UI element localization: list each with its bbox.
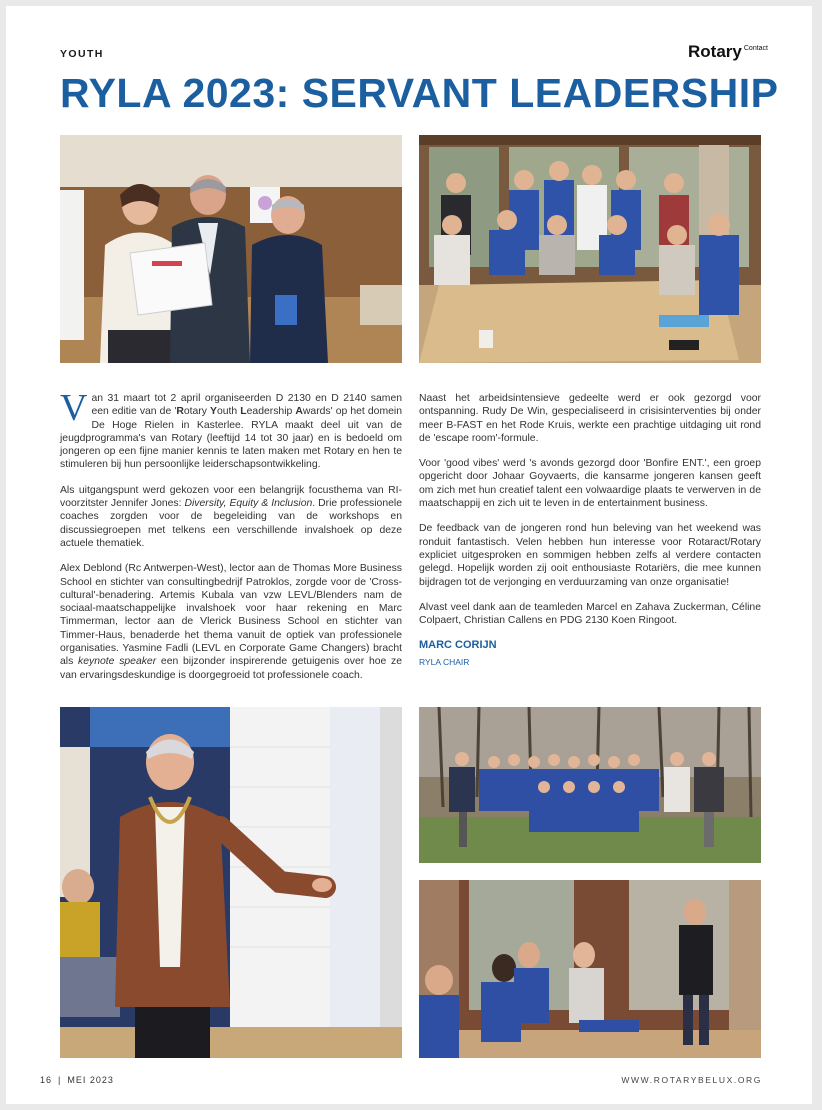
article-paragraph: Alex Deblond (Rc Antwerpen-West), lector aan de Thomas More Business School en stichter van consultingbedrijf Patroklos, zorgde voor de 'Cross-cultural'-benadering. Artemis Kubala van vzw LEVL/Blenders nam de sociaal-maatschappelijke invalshoek voor haar rekening en Marc Timmerman, lector aan de Vlerick Business School en stichter van Timmer-Haus, benaderde het thema vanuit de optiek van professionele organisaties. Yasmine Fadli (LEVL en Corporate Game Changers) bracht als keynote speaker een bijzonder inspirerende getuigenis over hoe ze van ervaringsdeskundige is doorgegroeid tot professionele coach. [60,563,403,681]
article-column-left [60,387,403,694]
brand-suffix: Contact [743,45,768,52]
speaker-photo [60,707,402,1058]
website-url: WWW.ROTARYBELUX.ORG [621,1075,762,1085]
emphasis-bold: A [295,406,303,418]
issue-date: MEI 2023 [67,1075,114,1085]
emphasis-bold: L [240,406,247,418]
article-paragraph: De feedback van de jongeren rond hun beleving van het weekend was ronduit fantastisch. Velen hebben hun interesse voor Rotaract/Rotary expliciet uitgesproken en sommigen hebben zelfs al verdere contacten gelegd. Hopelijk worden zij ooit enthousiaste Rotariërs, die mee kunnen bijdragen tot de verjonging en verduurzaming van onze organisatie! [419,523,761,588]
emphasis-italic: keynote speaker [78,656,157,668]
brand-name: Rotary [688,42,742,61]
magazine-page [6,6,812,1104]
group-meeting-photo [419,135,761,363]
article-paragraph: Voor 'good vibes' werd 's avonds gezorgd door 'Bonfire ENT.', een groep opgericht door Johaar Goyvaerts, die kansarme jongeren kansen geeft om zich met hun creatief talent een volwaardige plaats te verwerven in de maatschappij en zich uit te leven in de entertainment business. [419,458,761,510]
brand-logo [688,42,768,62]
article-paragraph: Alvast veel dank aan de teamleden Marcel en Zahava Zuckerman, Céline Colpaert, Christian Callens en PDG 2130 Koen Ringoot. [419,601,761,627]
author-name: MARC CORIJN [419,639,497,652]
certificate-photo [60,135,402,363]
workshop-photo [419,880,761,1058]
emphasis-italic: Diversity, Equity & Inclusion [184,498,313,510]
group-outdoor-photo [419,707,761,863]
emphasis-bold: Y [210,406,217,418]
drop-cap: V [60,387,88,429]
article-column-right [419,392,761,669]
footer-separator: | [58,1075,62,1085]
article-paragraph: Naast het arbeidsintensieve gedeelte werd er ook gezorgd voor ontspanning. Rudy De Win, gespecialiseerd in crisisinterventies bij onder meer B-FAST en het Rode Kruis, werkte een prachtige uitdaging uit rond de 'escape room'-formule. [419,393,761,444]
emphasis-bold: R [176,406,184,418]
article-paragraph [60,387,402,472]
author-role: RYLA CHAIR [419,656,470,667]
section-label: YOUTH [60,48,104,60]
page-footer-left [40,1075,114,1085]
page-number: 16 [40,1075,53,1085]
article-paragraph: Als uitgangspunt werd gekozen voor een belangrijk focusthema van RI-voorzitster Jennifer Jones: Diversity, Equity & Inclusion. Drie professionele coaches zorgden voor de begeleiding van de workshops en discussiegroepen met telkens een verschillende invalshoek op deze actuele thematiek. [60,484,402,549]
page-title: RYLA 2023: SERVANT LEADERSHIP [60,70,779,116]
paragraph-runs: an 31 maart tot 2 april organiseerden D 2130 en D 2140 samen een editie van de 'Rotary Youth Leadership Awards' op het domein De Hoge Rielen in Kasterlee. RYLA maakt deel uit van de jeugdprogramma's van Rotary (leeftijd 14 tot 30 jaar) en is bedoeld om jongeren op een fijne manier kennis te laten maken met Rotary en hen te stimuleren bij hun persoonlijke leiderschapsontwikkeling. [60,393,402,471]
